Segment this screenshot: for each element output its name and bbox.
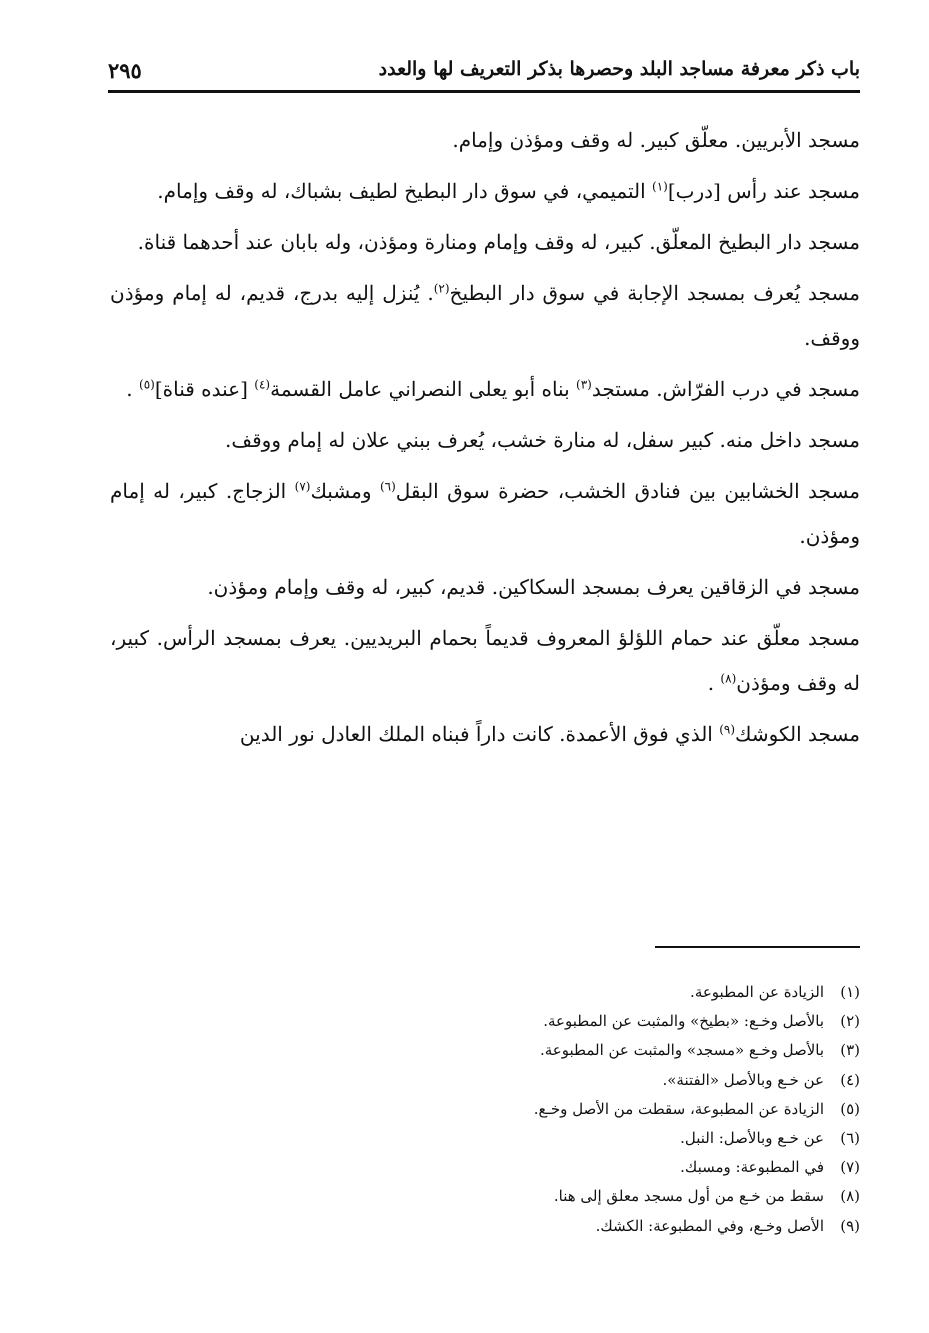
running-title: باب ذكر معرفة مساجد البلد وحصرها بذكر التعريف لها والعدد [378,58,860,80]
footnote-item [300,1212,860,1241]
footnote-number: (٩) [840,1216,860,1235]
paragraph-8: مسجد في الزقاقين يعرف بمسجد السكاكين. قديم، كبير، له وقف وإمام ومؤذن. [207,575,860,599]
paragraph-3: مسجد دار البطيخ المعلّق. كبير، له وقف وإمام ومنارة ومؤذن، وله بابان عند أحدهما قناة. [137,230,860,254]
footnote-item [300,1124,860,1153]
footnote-item [300,978,860,1007]
footnote-text: الزيادة عن المطبوعة، سقطت من الأصل وخـع. [533,1099,824,1118]
footnote-divider [655,946,860,948]
footnote-text: الزيادة عن المطبوعة. [690,983,824,1001]
main-text [110,118,860,763]
footnotes [300,978,860,1241]
footnote-item [300,1066,860,1095]
page-header [108,58,860,94]
footnote-text: عن خـع وبالأصل «الفتنة». [662,1070,824,1089]
footnote-item [300,1036,860,1065]
footnote-item [300,1182,860,1211]
footnote-number: (٢) [840,1012,860,1031]
footnote-text: بالأصل وخـع «مسجد» والمثبت عن المطبوعة. [539,1041,824,1060]
paragraph-1: مسجد الأبريين. معلّق كبير. له وقف ومؤذن وإمام. [452,128,860,152]
footnote-text: في المطبوعة: ومسبك. [680,1158,824,1177]
footnote-number: (١) [840,983,860,1001]
footnote-item [300,1153,860,1182]
paragraph-4: مسجد يُعرف بمسجد الإجابة في سوق دار البطيخ$^{(٢)}$. يُنزل إليه بدرج، قديم، له إمام ومؤذن ووقف. [110,281,861,350]
paragraph-2: مسجد عند رأس [درب]$^{(١)}$ التميمي، في سوق دار البطيخ لطيف بشباك، له وقف وإمام. [157,179,860,203]
footnote-ref-7[interactable]: (٧) [294,479,311,494]
footnote-number: (٤) [840,1070,860,1089]
footnote-number: (٦) [840,1129,860,1148]
footnote-text: سقط من خـع من أول مسجد معلق إلى هنا. [553,1187,824,1206]
footnote-ref-5[interactable]: (٥) [139,377,155,392]
footnote-text: بالأصل وخـع: «بطيخ» والمثبت عن المطبوعة. [543,1012,824,1031]
paragraph-5: مسجد في درب الفرّاش. مستجد$^{(٣)}$ بناه أبو يعلى النصراني عامل القسمة$^{(٤)}$ [عنده قناة]$^{(٥)}$ . [126,377,860,401]
footnote-text: الأصل وخـع، وفي المطبوعة: الكشك. [595,1216,824,1235]
footnote-item [300,1095,860,1124]
page-number: ٢٩٥ [108,58,142,83]
footnote-number: (٥) [840,1099,860,1118]
footnote-ref-2[interactable]: (٢) [433,281,450,296]
paragraph-10: مسجد الكوشك$^{(٩)}$ الذي فوق الأعمدة. كانت داراً فبناه الملك العادل نور الدين [239,722,860,746]
footnote-ref-9[interactable]: (٩) [719,722,736,737]
footnote-ref-1[interactable]: (١) [652,179,668,194]
header-divider [108,90,860,93]
footnote-text: عن خـع وبالأصل: النبل. [680,1129,824,1148]
footnote-number: (٧) [840,1158,860,1177]
paragraph-9: مسجد معلّق عند حمام اللؤلؤ المعروف قديماً بحمام البريديين. يعرف بمسجد الرأس. كبير، له وقف ومؤذن$^{(٨)}$ . [110,626,860,695]
paragraph-7: مسجد الخشابين بين فنادق الخشب، حضرة سوق البقل$^{(٦)}$ ومشبك$^{(٧)}$ الزجاج. كبير، له إمام ومؤذن. [110,479,861,548]
footnote-number: (٨) [840,1187,860,1206]
paragraph-6: مسجد داخل منه. كبير سفل، له منارة خشب، يُعرف ببني علان له إمام ووقف. [225,428,860,452]
footnote-ref-3[interactable]: (٣) [576,377,592,392]
footnote-item [300,1007,860,1036]
footnote-ref-8[interactable]: (٨) [720,671,737,686]
footnote-ref-6[interactable]: (٦) [379,479,396,494]
footnote-ref-4[interactable]: (٤) [254,377,271,392]
footnote-number: (٣) [840,1041,860,1060]
